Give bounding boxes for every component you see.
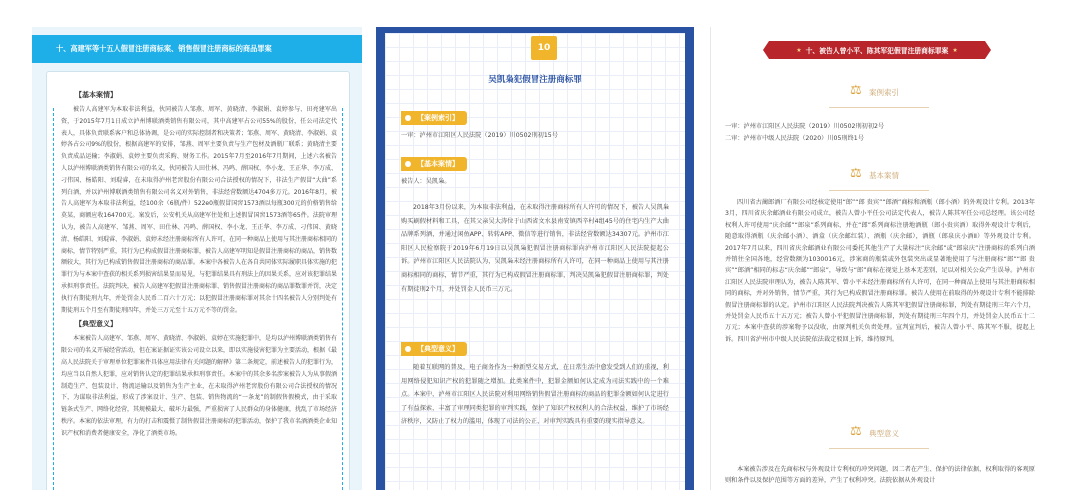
right-significance-paragraph: 本案被告涉及在先商标权与外观设计专利权的冲突问题，因二者在产生、保护的法律依据，权利取得的客观原则和条件以及保护范围等方面的差异，产生了权利冲突。法院依据从外观设计 (725, 466, 1035, 485)
middle-case-card (385, 33, 685, 490)
right-dashed-border (342, 108, 343, 490)
defendant-line: 被告人：吴凯枭。 (401, 178, 451, 185)
left-document-panel (32, 27, 362, 490)
left-case-title: 十、高建军等十五人假冒注册商标案、销售假冒注册商标的商品罪案 (32, 35, 362, 63)
left-case-box (46, 71, 350, 490)
basic-facts-paragraph: 被告人高建军为本取非法利益，伙同被告人邹燕、周军、黄晓清、李淑娟、袁婷参与、田亮建军出资，于2015年7月1日成立泸州博联酒类销售有限公司，其中高建军占公司55%的股份，任公司法定代表人，具体负责联系客户和总体协调，是公司的实际控制者和决策者；邹燕、周军、黄晓清、李淑娟、袁婷各占公司9%的股份，根据高建军的安排，邹燕、周军主要负责与生产包材及酒瓶厂联系；黄晓清主要负责成品运输；李淑娟、袁婷主要负责采购、财务工作。2015年7月至2016年7月期间，上述六名被告人以泸州博联酒类销售有限公司的名义，伙同被告人田仕林、冯鸣、薛国权、李小龙、王正华、李万成、刁伟国、杨皓阳、刘琨睿，在未取得泸州老窖股份有限公司合法授权的情况下，非法生产假冒“大曲”系列白酒，并以泸州博联酒类销售有限公司名义对外销售，非法经营数额达4704多万元。2016年8月，被告人高建军为本取非法利益，经100余（6瓶/件）522e0瓶假冒国窖1573酒以每瓶300元的价格销售给莫某，商额应收164700元。案发后，公安机关从高建军住处和上述假冒国窖1573酒等65件。法院审理认为，被告人高建军、邹燕、周军、田仕林、冯鸣、薛国权、李小龙、王正华、李万成、刁伟国、黄晓清、杨皓阳、刘琨睿、李淑娟、袁婷未经注册商标所有人许可，在同一种商品上使用与其注册商标相同的商标，情节特别严重，其行为已构成假冒注册商标罪，被告人高建军明知是假冒注册商标的商品，销售数额较大，其行为已构成销售假冒注册商标的商品罪。本案中各被告人在各自共同体实际履职具体实施的犯罪行为与本案中查获的相关系列损害结果显而易见，与犯罪结果具有刑法上的因果关系，应对该犯罪结果承担刑事责任。法院判决，被告人高建军犯假冒注册商标罪、销售假冒注册商标的商品罪数罪并罚，决定执行有期徒刑九年，并处罚金人民币二百六十万元；以犯假冒注册商标罪对其余十四名被告人分别判处有期徒刑五个月至有期徒刑四年，并处三万元至十五万元不等的罚金。 (61, 106, 338, 314)
significance-paragraph: 本案被告人高建军、邹燕、周军、黄晓清、李淑娟、袁婷在实施犯罪中，是均以泸州博联酒类销售有限公司的名义开展经营活动，但在案证据证实该公司设立以来，即以实施侵害犯罪为主要活动，根据《最高人民法院关于审理单位犯罪案件具体应用法律有关问题的解释》第二条规定，前述被告人的犯罪行为，均应当以自然人犯罪，应对销售认定的犯罪结果承担刑事责任。本案中的其余多名涉案被告人为从事假酒制造生产、包装设计、物流运输以及销售为生产主业，在未取得泸州老窖股份有限公司合法授权的情况下，为谋取非法利益，形成了涉案设计、生产、包装、销售物流的“一条龙”的制假售假模式，由于采取链条式生产、网络化经营，其规模最大、破坏力最强，严重损害了人民群众的身体健康，扰乱了市场经济秩序。本案的依法审理，有力的打击和震慑了制售假冒注册商标的犯罪活动，保护了我市名酒酒类企业知识产权和消费者健康安全，净化了酒类市场。 (61, 335, 338, 437)
section-divider (829, 448, 929, 449)
middle-significance-paragraph: 随着互联网的普及，电子商务作为一种新型交易方式，在日常生活中愈发受到人们的重视，利用网络侵犯知识产权的犯罪随之增加。此类案件中，犯罪金额如何认定成为司法实践中的一个难点。本案中，泸州市江阳区人民法院对利用网络销售假冒注册商标的商品的犯罪金额如何认定进行了有益探索，丰富了审理同类犯罪的审判实践，保护了知识产权权利人的合法权益，维护了市场经济秩序，又防止了权力的滥用，体现了司法的公正，对审判实践具有重要的现实指导意义。 (401, 364, 669, 426)
right-case-title: 十、被告人曾小平、陈其军犯假冒注册商标罪案 (805, 47, 949, 55)
middle-document-panel (376, 27, 694, 490)
case-index-text: 一审：泸州市江阳区人民法院（2019）川0502刑初15号 (401, 132, 558, 139)
left-dashed-border (53, 108, 54, 490)
section-divider (829, 190, 929, 191)
gavel-icon: ⚖ (850, 166, 862, 181)
gavel-icon: ⚖ (850, 424, 862, 439)
basic-facts-tag: 【基本案情】 (401, 157, 467, 171)
index-line-second: 二审：泸州市中级人民法院（2020）川05刑终1号 (725, 135, 864, 142)
star-icon: ★ (952, 46, 958, 54)
right-basic-paragraph: 四川省古蔺郎酒厂有限公司经核定使用“郎”“郎 贵宾”“郎酒”商标和酒瓶（郎小酒）的外观设计专利。2013年3月，四川省庆余邮酒业有限公司成立，被告人曾小平任公司法定代表人，被告人陈其军任公司总经理。该公司经权利人许可使用“庆余邮”“郎泉”系列商标，并在“郎”系列商标注册地酒瓶（郎小贵宾酒）取得外观设计专利后，随意取得酒瓶（庆余邮小酒）、酒盒（庆余邮红装）、酒瓶（庆余邮），酒瓶（郎泉庆小酒Ⅱ）等外观设计专利。2017年7月以来，四川省庆余邮酒业有限公司委托其他生产了大量标注“庆余邮”或“郎泉庆”注册商标的系列白酒并销往全国各地，经营数额为1030016元，涉案商的瓶装或外包装突出或显著地使用了与注册商标“郎”“郎 贵宾”“郎酒”相同的标志“庆余邮”“郎泉”，导致与“郎”商标在视觉上基本无差别，足以对相关公众产生误导。泸州市江阳区人民法院审理认为，被告人陈其军、曾小平未经注册商标所有人许可，在同一种商品上使用与其注册商标相同的商标，并对外销售，情节严重，其行为已构成假冒注册商标罪。被告人使用在前取得的外观设计专利不能排除假冒注册商标罪的认定。泸州市江阳区人民法院判决被告人陈其军犯假冒注册商标罪，判处有期徒刑三年六个月，并处罚金人民币五十五万元；被告人曾小平犯假冒注册商标罪，判处有期徒刑三年四个月，并处罚金人民币五十二万元；本案中查获的涉案物予以没收，由原判机关负责处理。宣判宣判后，被告人曾小平、陈其军不服，提起上诉。四川省泸州市中级人民法院依法裁定驳回上诉，维持原判。 (725, 199, 1035, 343)
basic-facts-title: 基本案情 (869, 171, 899, 180)
significance-title: 典型意义 (869, 429, 899, 438)
case-number-badge: 10 (531, 36, 557, 60)
right-case-banner (769, 41, 985, 59)
left-case-content (61, 88, 337, 440)
basic-facts-heading: 【基本案情】 (75, 91, 117, 99)
right-document-panel (710, 27, 1045, 490)
index-line-first: 一审：泸州市江阳区人民法院（2019）川0502刑初初2号 (725, 123, 885, 130)
case-index-tag: 【案例索引】 (401, 111, 467, 125)
gavel-icon: ⚖ (850, 83, 862, 98)
star-icon: ★ (796, 46, 802, 54)
middle-basic-paragraph: 2018年3月份以来，为本取非法利益，在未取得注册商标所有人许可的情况下，被告人吴凯枭购买刷假材料和工具，在其父亲吴大涛位于山西省文水县南安镇西辛村4组45号的住宅内生产大曲品牌系列酒，并通过闲鱼APP、转转APP、微信等进行销售，非法经营数额达34307元。泸州市江阳区人民检察院于2019年6月19日以吴凯枭犯假冒注册商标罪向泸州市江阳区人民法院提起公诉。泸州市江阳区人民法院认为，吴凯枭未经注册商标所有人许可，在同一种商品上使用与其注册商标相同的商标，情节严重，其行为已构成假冒注册商标罪，判决吴凯枭犯假冒注册商标罪，判处有期徒刑2个月，并处罚金人民币三万元。 (401, 204, 669, 293)
section-divider (829, 107, 929, 108)
significance-heading: 【典型意义】 (75, 320, 117, 329)
case-index-title: 案例索引 (869, 88, 899, 97)
significance-tag: 【典型意义】 (401, 342, 467, 356)
middle-case-title: 吴凯枭犯假冒注册商标罪 (488, 75, 582, 85)
